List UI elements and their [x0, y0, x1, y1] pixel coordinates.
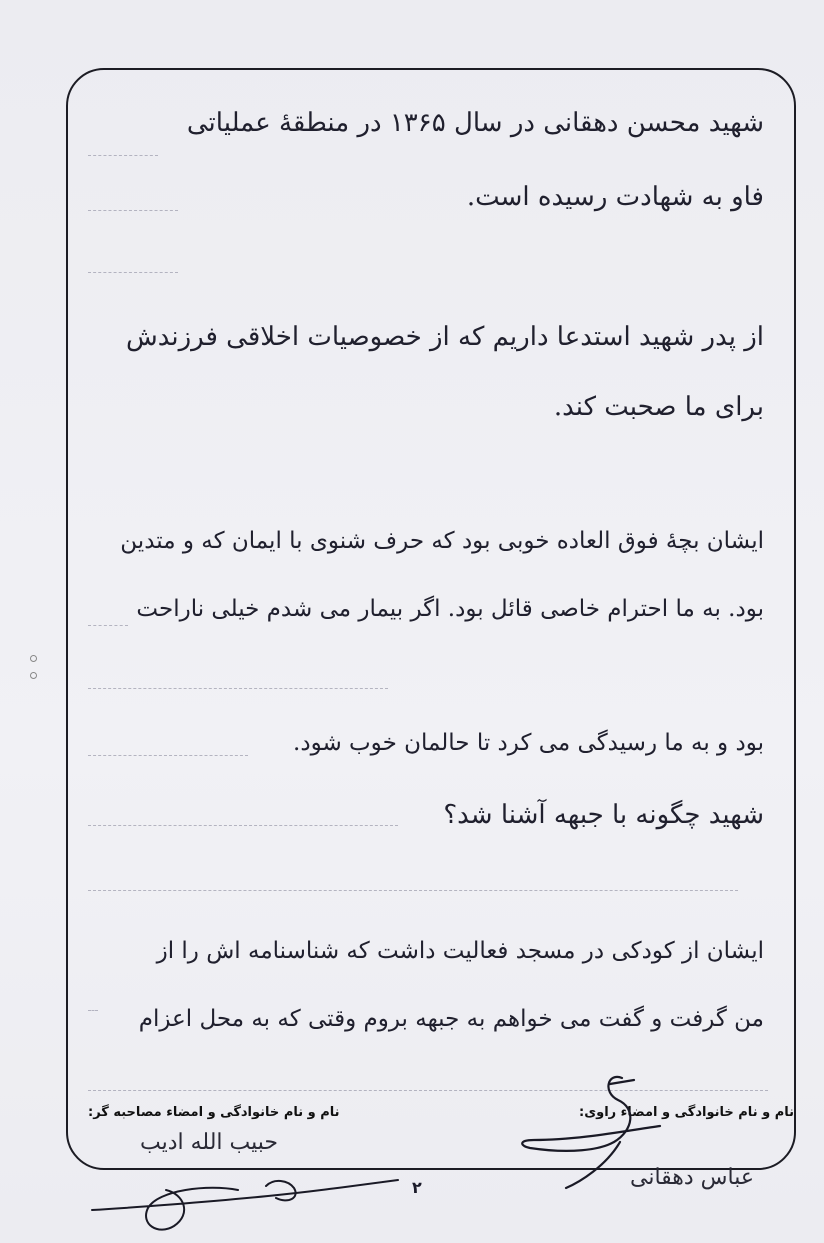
- narrator-signature-label: نام و نام خانوادگی و امضاء راوی:: [579, 1105, 794, 1120]
- punch-holes: [30, 655, 37, 689]
- guide-line: [88, 1010, 98, 1011]
- text-line-9: ایشان از کودکی در مسجد فعالیت داشت که شناسنامه اش را از: [156, 938, 764, 964]
- text-line-7: بود و به ما رسیدگی می کرد تا حالمان خوب شود.: [293, 730, 764, 756]
- guide-line: [88, 210, 178, 211]
- guide-line: [88, 688, 388, 689]
- text-line-1: شهید محسن دهقانی در سال ۱۳۶۵ در منطقهٔ عملیاتی: [186, 108, 764, 138]
- guide-line: [88, 272, 178, 273]
- narrator-name: عباس دهقانی: [630, 1165, 755, 1190]
- text-line-3: از پدر شهید استدعا داریم که از خصوصیات اخلاقی فرزندش: [125, 322, 764, 352]
- narrator-signature: [510, 1070, 690, 1200]
- page-number: ۲: [412, 1178, 422, 1197]
- text-line-2: فاو به شهادت رسیده است.: [466, 182, 764, 212]
- interviewer-signature: [88, 1150, 418, 1240]
- interviewer-signature-label: نام و نام خانوادگی و امضاء مصاحبه گر:: [88, 1105, 340, 1120]
- text-line-5: ایشان بچهٔ فوق العاده خوبی بود که حرف شنوی با ایمان که و متدین: [120, 528, 764, 554]
- guide-line: [88, 755, 248, 756]
- guide-line: [88, 890, 738, 891]
- text-line-8: شهید چگونه با جبهه آشنا شد؟: [443, 800, 764, 830]
- text-line-6: بود. به ما احترام خاصی قائل بود. اگر بیمار می شدم خیلی ناراحت: [136, 596, 764, 622]
- text-line-4: برای ما صحبت کند.: [553, 392, 764, 422]
- text-line-10: من گرفت و گفت می خواهم به جبهه بروم وقتی که به محل اعزام: [138, 1006, 764, 1032]
- guide-line: [88, 825, 398, 826]
- guide-line: [88, 625, 128, 626]
- guide-line: [88, 155, 158, 156]
- interviewer-name: حبیب الله ادیب: [140, 1130, 278, 1155]
